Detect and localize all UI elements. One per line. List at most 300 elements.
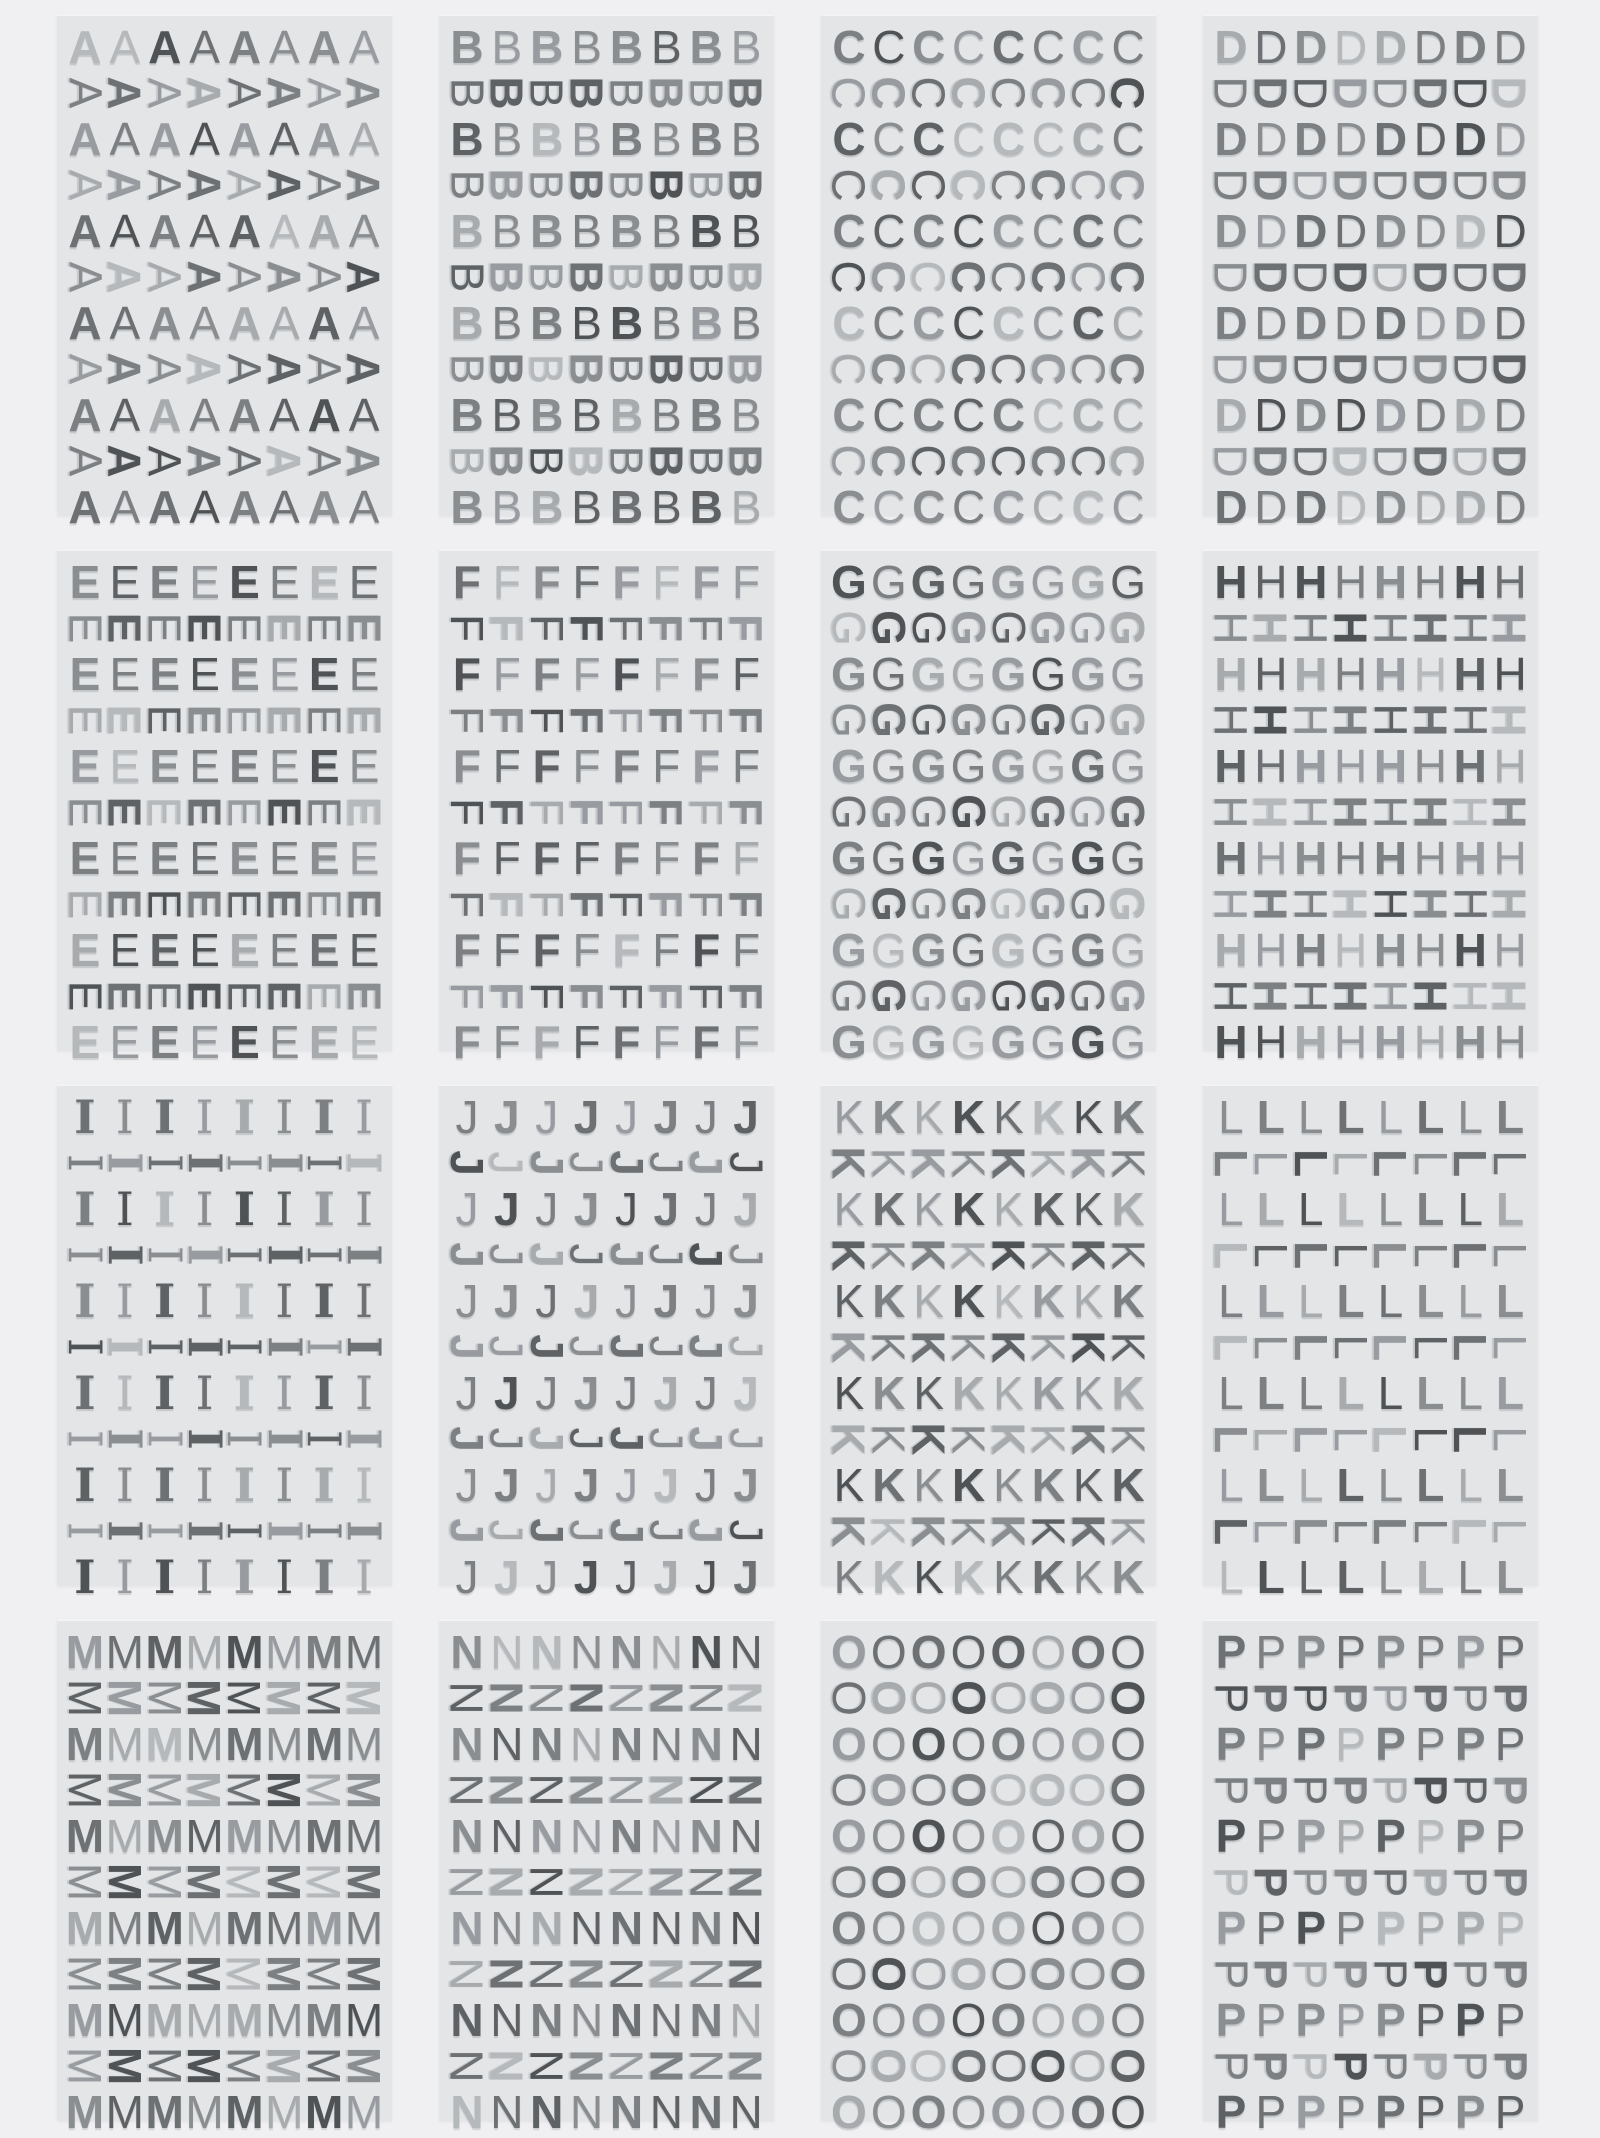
letter-cell bbox=[264, 1366, 304, 1420]
letter-cell bbox=[1251, 740, 1291, 792]
letter-cell bbox=[949, 1718, 989, 1770]
letter-cell bbox=[720, 605, 773, 651]
letter-glyph: L bbox=[1297, 1551, 1324, 1603]
rotated-letter-glyph: D bbox=[1284, 444, 1337, 478]
rotated-letter-glyph: L bbox=[1324, 1334, 1377, 1360]
letter-glyph: O bbox=[910, 1810, 947, 1862]
letter-cell bbox=[909, 1718, 949, 1770]
letter-glyph: G bbox=[870, 648, 907, 700]
letter-glyph: A bbox=[148, 113, 182, 165]
letter-glyph: N bbox=[729, 1902, 763, 1954]
letter-glyph: A bbox=[227, 205, 262, 257]
letter-cell bbox=[264, 1718, 304, 1770]
rotated-letter-glyph: N bbox=[720, 1957, 773, 1991]
rotated-letter-glyph: O bbox=[982, 2048, 1035, 2084]
rotated-letter-glyph: M bbox=[58, 2046, 111, 2086]
letter-cell bbox=[1371, 1810, 1411, 1862]
letter-cell bbox=[1490, 297, 1530, 349]
letter-glyph: N bbox=[569, 1994, 604, 2046]
rotated-letter-glyph: C bbox=[862, 260, 915, 294]
rotated-letter-glyph: A bbox=[298, 353, 351, 385]
letter-cell bbox=[1291, 297, 1331, 349]
letter-cell bbox=[1331, 1016, 1371, 1068]
rotated-letter-glyph: A bbox=[58, 169, 111, 201]
letter-cell bbox=[65, 2086, 105, 2138]
letter-glyph: B bbox=[530, 389, 564, 441]
letter-cell bbox=[304, 740, 344, 792]
letter-cell bbox=[909, 1091, 949, 1143]
rotated-letter-glyph: D bbox=[1404, 260, 1457, 294]
letter-glyph: B bbox=[650, 205, 682, 257]
letter-cell bbox=[567, 648, 607, 700]
letter-glyph: F bbox=[452, 556, 481, 608]
letter-glyph: P bbox=[1454, 1902, 1486, 1954]
rotated-letter-glyph: K bbox=[822, 1514, 875, 1548]
letter-glyph: L bbox=[1416, 1183, 1445, 1235]
letter-cell bbox=[1410, 1626, 1450, 1678]
rotated-letter-glyph: O bbox=[1102, 1864, 1155, 1900]
rotated-letter-glyph: L bbox=[1364, 1424, 1417, 1454]
letter-glyph: J bbox=[455, 1367, 479, 1419]
rotated-letter-glyph: B bbox=[520, 445, 573, 477]
letter-cell bbox=[720, 1767, 773, 1813]
letter-glyph: H bbox=[1413, 832, 1447, 884]
letter-glyph: I bbox=[74, 1274, 96, 1328]
letter-cell bbox=[447, 1994, 487, 2046]
letter-glyph: B bbox=[491, 389, 523, 441]
rotated-letter-glyph: N bbox=[520, 1865, 573, 1899]
letter-cell bbox=[185, 1718, 225, 1770]
letter-cell bbox=[225, 1182, 265, 1236]
letter-glyph: L bbox=[1297, 1091, 1324, 1143]
letter-glyph: A bbox=[68, 205, 102, 257]
letter-glyph: B bbox=[491, 205, 523, 257]
letter-cell bbox=[1251, 205, 1291, 257]
letter-glyph: P bbox=[1335, 1626, 1366, 1678]
letter-cell bbox=[1450, 832, 1490, 884]
letter-cell bbox=[607, 389, 647, 441]
letter-glyph: B bbox=[491, 21, 523, 73]
rotated-letter-glyph: G bbox=[1022, 886, 1075, 922]
rotated-letter-glyph: D bbox=[1204, 76, 1257, 110]
letter-cell bbox=[225, 740, 265, 792]
letter-cell bbox=[607, 113, 647, 165]
rotated-letter-glyph: J bbox=[680, 1518, 733, 1544]
rotated-letter-glyph: O bbox=[822, 1956, 875, 1992]
letter-cell bbox=[686, 389, 726, 441]
letter-glyph: H bbox=[1333, 740, 1368, 792]
letter-cell bbox=[527, 1183, 567, 1235]
letter-glyph: B bbox=[689, 481, 723, 533]
rotated-letter-glyph: D bbox=[1324, 76, 1377, 110]
letter-cell bbox=[567, 1718, 607, 1770]
letter-cell bbox=[338, 70, 391, 116]
letter-cell bbox=[829, 2086, 869, 2138]
letter-glyph: J bbox=[694, 1275, 718, 1327]
rotated-letter-glyph: B bbox=[560, 260, 613, 294]
rotated-letter-glyph: O bbox=[942, 2048, 995, 2084]
letter-glyph: B bbox=[609, 297, 644, 349]
letter-glyph: I bbox=[233, 1182, 256, 1236]
letter-cell bbox=[1211, 21, 1251, 73]
letter-glyph: N bbox=[490, 2086, 524, 2138]
letter-glyph: C bbox=[872, 113, 906, 165]
letter-cell bbox=[338, 1767, 391, 1813]
rotated-letter-glyph: N bbox=[680, 1957, 733, 1991]
letter-cell bbox=[829, 205, 869, 257]
rotated-letter-glyph: M bbox=[58, 1954, 111, 1994]
rotated-letter-glyph: A bbox=[138, 353, 191, 385]
rotated-letter-glyph: N bbox=[520, 1681, 573, 1715]
letter-cell bbox=[1108, 832, 1148, 884]
letter-glyph: I bbox=[233, 1366, 256, 1420]
letter-cell bbox=[105, 1718, 145, 1770]
letter-cell bbox=[1410, 2086, 1450, 2138]
rotated-letter-glyph: J bbox=[720, 1519, 773, 1543]
rotated-letter-glyph: O bbox=[942, 1772, 995, 1808]
letter-cell bbox=[1371, 740, 1411, 792]
letter-cell bbox=[686, 1016, 726, 1068]
letter-glyph: J bbox=[455, 1459, 479, 1511]
rotated-letter-glyph: O bbox=[1062, 1956, 1115, 1992]
letter-glyph: K bbox=[1111, 1367, 1145, 1419]
letter-cell bbox=[869, 1994, 909, 2046]
rotated-letter-glyph: G bbox=[822, 978, 875, 1014]
rotated-letter-glyph: F bbox=[440, 705, 493, 735]
letter-glyph: F bbox=[732, 1016, 761, 1068]
letter-cell bbox=[65, 205, 105, 257]
rotated-letter-glyph: A bbox=[338, 352, 391, 386]
letter-cell bbox=[686, 1183, 726, 1235]
rotated-letter-glyph: M bbox=[258, 1954, 311, 1994]
letter-cell bbox=[686, 113, 726, 165]
letter-glyph: I bbox=[275, 1550, 294, 1604]
letter-cell bbox=[1068, 1275, 1108, 1327]
letter-glyph: A bbox=[68, 481, 102, 533]
letter-cell bbox=[105, 1090, 145, 1144]
rotated-letter-glyph: A bbox=[178, 352, 231, 386]
rotated-letter-glyph: G bbox=[982, 886, 1035, 922]
letter-cell bbox=[1291, 1902, 1331, 1954]
rotated-letter-glyph: F bbox=[600, 797, 653, 827]
letter-glyph: M bbox=[145, 1718, 184, 1770]
rotated-letter-glyph: H bbox=[1484, 703, 1537, 737]
letter-cell bbox=[1102, 1675, 1155, 1721]
letter-glyph: D bbox=[1373, 481, 1408, 533]
letter-glyph: B bbox=[609, 205, 644, 257]
letter-cell bbox=[989, 1810, 1029, 1862]
rotated-letter-glyph: N bbox=[640, 1865, 693, 1899]
letter-glyph: P bbox=[1215, 1718, 1247, 1770]
letter-cell bbox=[105, 389, 145, 441]
letter-cell bbox=[909, 113, 949, 165]
rotated-letter-glyph: A bbox=[218, 353, 271, 385]
letter-glyph: E bbox=[308, 556, 340, 608]
rotated-letter-glyph: G bbox=[902, 886, 955, 922]
letter-cell bbox=[1108, 648, 1148, 700]
letter-cell bbox=[1291, 1183, 1331, 1235]
letter-cell bbox=[686, 556, 726, 608]
letter-glyph: D bbox=[1333, 113, 1368, 165]
letter-cell bbox=[1410, 1275, 1450, 1327]
letter-cell bbox=[1490, 1367, 1530, 1419]
letter-cell bbox=[829, 389, 869, 441]
letter-cell bbox=[145, 389, 185, 441]
letter-glyph: D bbox=[1373, 205, 1408, 257]
letter-glyph: A bbox=[189, 205, 220, 257]
letter-glyph: L bbox=[1218, 1091, 1244, 1143]
letter-cell bbox=[949, 924, 989, 976]
letter-glyph: E bbox=[268, 1016, 300, 1068]
letter-cell bbox=[726, 740, 766, 792]
letter-cell bbox=[65, 1366, 105, 1420]
letter-glyph: P bbox=[1295, 1718, 1327, 1770]
letter-glyph: J bbox=[733, 1551, 759, 1603]
letter-glyph: L bbox=[1377, 1367, 1404, 1419]
letter-cell bbox=[989, 481, 1029, 533]
letter-cell bbox=[989, 648, 1029, 700]
letter-glyph: D bbox=[1294, 481, 1328, 533]
letter-glyph: M bbox=[185, 1810, 224, 1862]
letter-cell bbox=[264, 832, 304, 884]
letter-glyph: C bbox=[951, 113, 986, 165]
rotated-letter-glyph: K bbox=[1102, 1239, 1155, 1271]
letter-cell bbox=[344, 1274, 384, 1328]
rotated-letter-glyph: A bbox=[178, 444, 231, 478]
rotated-letter-glyph: E bbox=[258, 888, 311, 920]
letter-cell bbox=[1291, 832, 1331, 884]
letter-cell bbox=[264, 389, 304, 441]
letter-glyph: B bbox=[689, 205, 723, 257]
letter-glyph: C bbox=[1031, 205, 1065, 257]
rotated-letter-glyph: L bbox=[1284, 1240, 1337, 1270]
letter-glyph: O bbox=[1110, 1902, 1146, 1954]
letter-glyph: B bbox=[450, 389, 484, 441]
rotated-letter-glyph: E bbox=[58, 704, 111, 736]
letter-glyph: C bbox=[1111, 297, 1145, 349]
letter-glyph: P bbox=[1335, 1718, 1366, 1770]
rotated-letter-glyph: P bbox=[1444, 1774, 1497, 1806]
rotated-letter-glyph: N bbox=[440, 1773, 493, 1807]
rotated-letter-glyph: C bbox=[942, 76, 995, 110]
rotated-letter-glyph: G bbox=[1062, 702, 1115, 738]
letter-cell bbox=[869, 205, 909, 257]
letter-cell bbox=[1371, 1459, 1411, 1511]
letter-glyph: K bbox=[993, 1183, 1024, 1235]
letter-cell bbox=[1331, 1902, 1371, 1954]
letter-glyph: P bbox=[1375, 2086, 1406, 2138]
letter-cell bbox=[1291, 1626, 1331, 1678]
letter-cell bbox=[487, 481, 527, 533]
rotated-letter-glyph: P bbox=[1444, 1958, 1497, 1990]
rotated-letter-glyph: B bbox=[720, 352, 773, 386]
rotated-letter-glyph: H bbox=[1364, 611, 1417, 645]
letter-glyph: B bbox=[571, 389, 602, 441]
letter-glyph: B bbox=[650, 21, 682, 73]
letter-glyph: C bbox=[1071, 481, 1105, 533]
letter-cell bbox=[949, 648, 989, 700]
letter-glyph: H bbox=[1254, 556, 1288, 608]
letter-glyph: M bbox=[305, 2086, 344, 2138]
letter-cell bbox=[686, 1718, 726, 1770]
letter-cell bbox=[264, 1994, 304, 2046]
letter-glyph: H bbox=[1294, 924, 1328, 976]
letter-cell bbox=[264, 648, 304, 700]
letter-glyph: P bbox=[1414, 1994, 1446, 2046]
letter-cell bbox=[869, 481, 909, 533]
letter-glyph: B bbox=[571, 113, 602, 165]
letter-cell bbox=[1211, 1016, 1251, 1068]
letter-cell bbox=[338, 346, 391, 392]
rotated-letter-glyph: I bbox=[297, 1245, 352, 1265]
rotated-letter-glyph: H bbox=[1364, 795, 1417, 829]
letter-glyph: B bbox=[609, 113, 644, 165]
letter-cell bbox=[304, 1182, 344, 1236]
letter-cell bbox=[447, 1718, 487, 1770]
letter-cell bbox=[65, 1182, 105, 1236]
rotated-letter-glyph: J bbox=[640, 1519, 693, 1543]
letter-glyph: H bbox=[1493, 924, 1527, 976]
letter-glyph: O bbox=[910, 1626, 947, 1678]
letter-cell bbox=[1331, 297, 1371, 349]
letter-glyph: P bbox=[1295, 1994, 1327, 2046]
rotated-letter-glyph: N bbox=[680, 2049, 733, 2083]
letter-glyph: D bbox=[1254, 113, 1288, 165]
letter-cell bbox=[989, 113, 1029, 165]
rotated-letter-glyph: H bbox=[1204, 703, 1257, 737]
letter-glyph: G bbox=[1110, 1016, 1146, 1068]
letter-cell bbox=[989, 297, 1029, 349]
letter-cell bbox=[1108, 924, 1148, 976]
letter-cell bbox=[1028, 1810, 1068, 1862]
letter-cell bbox=[1211, 1718, 1251, 1770]
letter-glyph: L bbox=[1297, 1183, 1324, 1235]
letter-cell bbox=[344, 648, 384, 700]
letter-cell bbox=[145, 556, 185, 608]
rotated-letter-glyph: L bbox=[1284, 1148, 1337, 1178]
letter-glyph: I bbox=[74, 1366, 96, 1420]
letter-cell bbox=[720, 1951, 773, 1997]
letter-cell bbox=[1490, 389, 1530, 441]
letter-cell bbox=[1331, 389, 1371, 441]
letter-cell bbox=[686, 297, 726, 349]
letter-glyph: K bbox=[1031, 1551, 1065, 1603]
rotated-letter-glyph: M bbox=[338, 1954, 391, 1994]
rotated-letter-glyph: F bbox=[560, 705, 613, 735]
letter-glyph: B bbox=[730, 113, 762, 165]
rotated-letter-glyph: L bbox=[1324, 1150, 1377, 1176]
letter-glyph: N bbox=[530, 1626, 564, 1678]
letter-cell bbox=[1490, 1016, 1530, 1068]
rotated-letter-glyph: C bbox=[1102, 168, 1155, 202]
letter-glyph: H bbox=[1373, 740, 1408, 792]
letter-glyph: M bbox=[105, 1810, 144, 1862]
rotated-letter-glyph: P bbox=[1404, 1958, 1457, 1990]
rotated-letter-glyph: O bbox=[1022, 1956, 1075, 1992]
rotated-letter-glyph: I bbox=[57, 1521, 112, 1541]
letter-glyph: K bbox=[1072, 1367, 1104, 1419]
rotated-letter-glyph: I bbox=[177, 1336, 232, 1358]
letter-glyph: F bbox=[492, 740, 521, 792]
letter-cell bbox=[1108, 205, 1148, 257]
letter-cell bbox=[720, 254, 773, 300]
letter-cell bbox=[909, 2086, 949, 2138]
rotated-letter-glyph: C bbox=[902, 260, 955, 294]
letter-glyph: C bbox=[872, 481, 906, 533]
rotated-letter-glyph: A bbox=[58, 77, 111, 109]
letter-glyph: E bbox=[229, 924, 260, 976]
rotated-letter-glyph: C bbox=[1062, 352, 1115, 386]
rotated-letter-glyph: G bbox=[1062, 610, 1115, 646]
letter-cell bbox=[1410, 21, 1450, 73]
letter-glyph: H bbox=[1214, 556, 1248, 608]
letter-glyph: J bbox=[733, 1367, 759, 1419]
letter-glyph: E bbox=[268, 556, 300, 608]
rotated-letter-glyph: F bbox=[720, 705, 773, 735]
letter-glyph: L bbox=[1496, 1183, 1525, 1235]
rotated-letter-glyph: J bbox=[520, 1334, 573, 1360]
rotated-letter-glyph: L bbox=[1444, 1240, 1497, 1270]
letter-cell bbox=[726, 21, 766, 73]
letter-cell bbox=[1331, 1091, 1371, 1143]
letter-glyph: K bbox=[872, 1183, 906, 1235]
letter-cell bbox=[65, 924, 105, 976]
letter-glyph: E bbox=[348, 1016, 380, 1068]
letter-glyph: O bbox=[1110, 1718, 1146, 1770]
rotated-letter-glyph: C bbox=[942, 168, 995, 202]
rotated-letter-glyph: D bbox=[1244, 260, 1297, 294]
letter-glyph: N bbox=[609, 1902, 644, 1954]
letter-cell bbox=[344, 556, 384, 608]
letter-glyph: P bbox=[1494, 1718, 1526, 1770]
letter-glyph: N bbox=[530, 1810, 564, 1862]
letter-cell bbox=[1211, 481, 1251, 533]
letter-cell bbox=[686, 1367, 726, 1419]
rotated-letter-glyph: C bbox=[982, 260, 1035, 294]
letter-glyph: I bbox=[195, 1182, 214, 1236]
letter-cell bbox=[829, 297, 869, 349]
rotated-letter-glyph: B bbox=[480, 168, 533, 202]
rotated-letter-glyph: F bbox=[440, 613, 493, 643]
rotated-letter-glyph: C bbox=[982, 444, 1035, 478]
letter-glyph: G bbox=[870, 1016, 907, 1068]
rotated-letter-glyph: D bbox=[1404, 168, 1457, 202]
letter-cell bbox=[527, 1459, 567, 1511]
letter-cell bbox=[607, 21, 647, 73]
letter-glyph: N bbox=[450, 2086, 484, 2138]
letter-cell bbox=[949, 1626, 989, 1678]
letter-cell bbox=[567, 1183, 607, 1235]
letter-cell bbox=[145, 924, 185, 976]
letter-glyph: K bbox=[833, 1183, 865, 1235]
rotated-letter-glyph: P bbox=[1204, 2050, 1257, 2082]
letter-cell bbox=[646, 1718, 686, 1770]
rotated-letter-glyph: A bbox=[98, 260, 151, 294]
letter-cell bbox=[1371, 1902, 1411, 1954]
rotated-letter-glyph: I bbox=[97, 1152, 152, 1174]
letter-glyph: E bbox=[69, 832, 101, 884]
letter-cell bbox=[344, 205, 384, 257]
letter-cell bbox=[1371, 924, 1411, 976]
letter-cell bbox=[1291, 924, 1331, 976]
letter-glyph: K bbox=[951, 1367, 986, 1419]
rotated-letter-glyph: L bbox=[1444, 1424, 1497, 1454]
rotated-letter-glyph: D bbox=[1484, 444, 1537, 478]
rotated-letter-glyph: J bbox=[640, 1335, 693, 1359]
letter-glyph: F bbox=[492, 924, 521, 976]
letter-cell bbox=[726, 2086, 766, 2138]
letter-cell bbox=[1410, 740, 1450, 792]
